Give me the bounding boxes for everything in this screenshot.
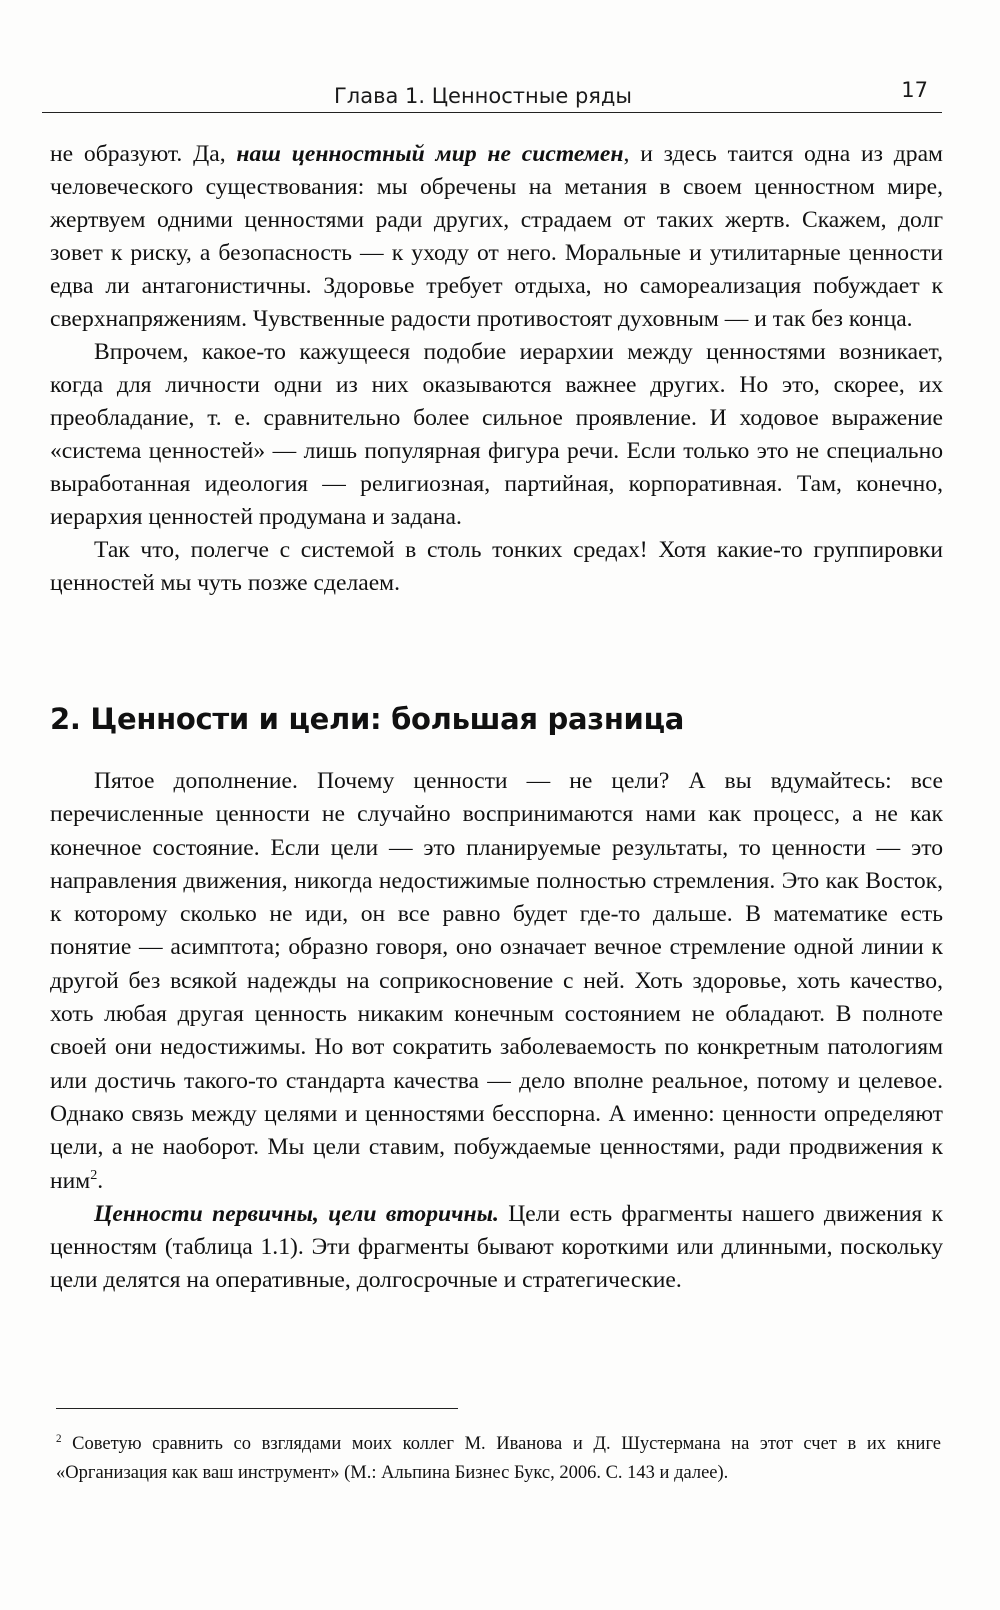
paragraph (50, 1198, 943, 1298)
header-rule (42, 112, 942, 113)
paragraph-text: Цели есть фрагменты нашего движения к ценностям (таблица 1.1). Эти фрагменты бывают короткими или длинными, поскольку цели делятся на оперативные, долгосрочные и стратегические. (50, 1200, 943, 1294)
paragraph (50, 765, 943, 1198)
paragraph: Так что, полегче с системой в столь тонких средах! Хотя какие-то группировки ценностей мы чуть позже сделаем. (50, 537, 943, 596)
footnote (56, 1430, 941, 1488)
paragraph: Впрочем, какое-то кажущееся подобие иерархии между ценностями возникает, когда для личности одни из них оказываются важнее других. Но это, скорее, их преобладание, т. е. сравнительно более сильное проявление. И ходовое выражение «система ценностей» — лишь популярная фигура речи. Если только это не специально выработанная идеология — религиозная, партийная, корпоративная. Там, конечно, иерархия ценностей продумана и задана. (50, 339, 943, 530)
footnote-rule (56, 1408, 458, 1409)
footnote-text: Советую сравнить со взглядами моих коллег М. Иванова и Д. Шустермана на этот счет в их книге «Организация как ваш инструмент» (М.: Альпина Бизнес Букс, 2006. С. 143 и далее). (56, 1434, 941, 1483)
footnote-ref[interactable]: 2 (90, 1166, 98, 1183)
paragraph (50, 138, 943, 336)
page-number: 17 (901, 78, 928, 102)
paragraph-text: . (97, 1167, 104, 1194)
paragraph-text: Пятое дополнение. Почему ценности — не цели? А вы вдумайтесь: все перечисленные ценности не случайно воспринимаются нами как процесс, а не как конечное состояние. Если цели — это планируемые результаты, то ценности — это направления движения, никогда недостижимые полностью стремления. Это как Восток, к которому сколько не иди, он все равно будет где-то дальше. В математике есть понятие — асимптота; образно говоря, оно означает вечное стремление одной линии к другой без всякой надежды на соприкосновение с ней. Хоть здоровье, хоть качество, хоть любая другая ценность никаким конечным состоянием не обладают. В полноте своей они недостижимы. Но вот сократить заболеваемость по конкретным патологиям или достичь такого-то стандарта качества — дело вполне реальное, потому и целевое. Однако связь между целями и ценностями бесспорна. А именно: ценности определяют цели, а не наоборот. Мы цели ставим, побуждаемые ценностями, ради продвижения к ним (50, 768, 943, 1194)
running-header (42, 76, 942, 116)
paragraph-text: не образуют. Да, (50, 141, 237, 167)
paragraph-text: , и здесь таится одна из драм человеческого существования: мы обречены на метания в своем ценностном мире, жертвуем одними ценностями ради других, страдаем от таких жертв. Скажем, долг зовет к риску, а безопасность — к уходу от него. Моральные и утилитарные ценности едва ли антагонистичны. Здоровье требует отдыха, но самореализация побуждает к сверхнапряжениям. Чувственные радости противостоят духовным — и так без конца. (50, 141, 943, 332)
running-title: Глава 1. Ценностные ряды (334, 84, 633, 108)
emphasis-text: Ценности первичны, цели вторичны. (94, 1200, 499, 1227)
section-heading: 2. Ценности и цели: большая разница (50, 702, 685, 736)
emphasis-text: наш ценностный мир не системен (236, 141, 624, 167)
footnote-mark: 2 (56, 1432, 62, 1445)
section1-text (50, 138, 943, 600)
section2-text (50, 765, 943, 1298)
